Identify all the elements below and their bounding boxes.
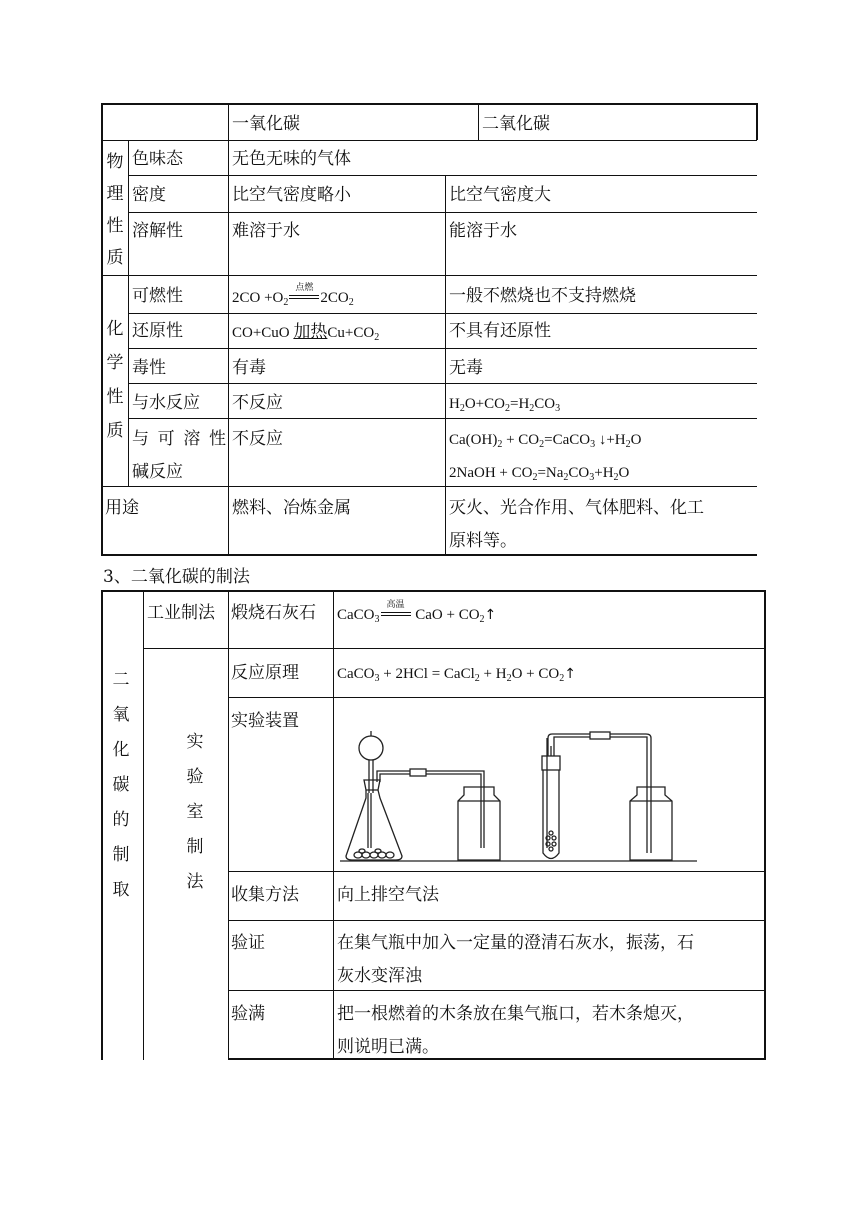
density-label: 密度 [132,185,166,205]
color-state-co: 无色无味的气体 [232,149,351,169]
lab-method-label: 实验室制法 [186,732,204,892]
uses-co: 燃料、冶炼金属 [232,498,351,518]
verify-line2: 灰水变浑浊 [337,966,422,986]
solubility-co: 难溶于水 [232,221,300,241]
header-co2: 二氧化碳 [482,114,550,134]
industrial-equation: CaCO$_3$ 高温 CaO + $CO_2↑$ [337,599,497,625]
water-reaction-co: 不反应 [232,393,283,413]
principle-label: 反应原理 [231,663,299,683]
alkali-reaction-label-1: 与可溶性 [132,429,226,449]
verify-label: 验证 [231,933,265,953]
alkali-reaction-co2-equation-2: 2NaOH + $CO_2=Na_2CO_3+H_2O$ [449,465,630,483]
color-state-label: 色味态 [132,149,183,169]
uses-label: 用途 [105,498,139,518]
alkali-reaction-co: 不反应 [232,429,283,449]
chemical-group-label: 化学性质 [106,319,124,441]
toxicity-co2: 无毒 [449,358,483,378]
reducibility-co2: 不具有还原性 [449,321,551,341]
uses-co2-line2: 原料等。 [449,531,517,551]
gas-jar-1 [458,787,500,860]
water-reaction-co2-equation: $H_2O+CO_2=H_2CO_3$ [449,396,561,414]
density-co: 比空气密度略小 [232,185,351,205]
reducibility-co-equation: CO+CuO 加热$Cu+CO_2$ [232,322,380,343]
alkali-reaction-co2-equation-1: $Ca(OH)_2$ + $CO_2=CaCO_3$ $↓+H_2O$ [449,432,642,450]
funnel-bulb [359,736,383,760]
toxicity-label: 毒性 [132,358,166,378]
combustibility-co-equation: $2CO +O_2$ 点燃 $2CO_2$ [232,282,354,308]
full-check-line1: 把一根燃着的木条放在集气瓶口，若木条熄灭， [337,1004,694,1024]
full-check-line2: 则说明已满。 [337,1037,439,1057]
solubility-label: 溶解性 [132,221,183,241]
section-title: 3、二氧化碳的制法 [103,567,250,587]
alkali-reaction-label-2: 碱反应 [132,462,183,482]
apparatus-label: 实验装置 [231,711,299,731]
reducibility-label: 还原性 [132,321,183,341]
physical-group-label: 物理性质 [106,152,124,268]
collection-label: 收集方法 [231,885,299,905]
test-tube [543,770,559,859]
toxicity-co: 有毒 [232,358,266,378]
solubility-co2: 能溶于水 [449,221,517,241]
header-co: 一氧化碳 [232,114,300,134]
combustibility-co2: 一般不燃烧也不支持燃烧 [449,286,636,306]
erlenmeyer-flask [346,790,402,860]
industrial-method: 煅烧石灰石 [231,603,316,623]
density-co2: 比空气密度大 [449,185,551,205]
apparatus-diagram [334,698,764,870]
uses-co2-line1: 灭火、光合作用、气体肥料、化工 [449,498,704,518]
collection-value: 向上排空气法 [337,885,439,905]
principle-equation: CaCO$_3$ + 2HCl = CaCl$_2$ + $H_2O$ + $CO_2↑$ [337,666,576,684]
industrial-label: 工业制法 [147,603,215,623]
preparation-outer-label: 二氧化碳的制取 [112,670,130,900]
verify-line1: 在集气瓶中加入一定量的澄清石灰水，振荡，石 [337,933,694,953]
water-reaction-label: 与水反应 [132,393,200,413]
marble-chips [354,849,394,858]
combustibility-label: 可燃性 [132,286,183,306]
full-check-label: 验满 [231,1004,265,1024]
